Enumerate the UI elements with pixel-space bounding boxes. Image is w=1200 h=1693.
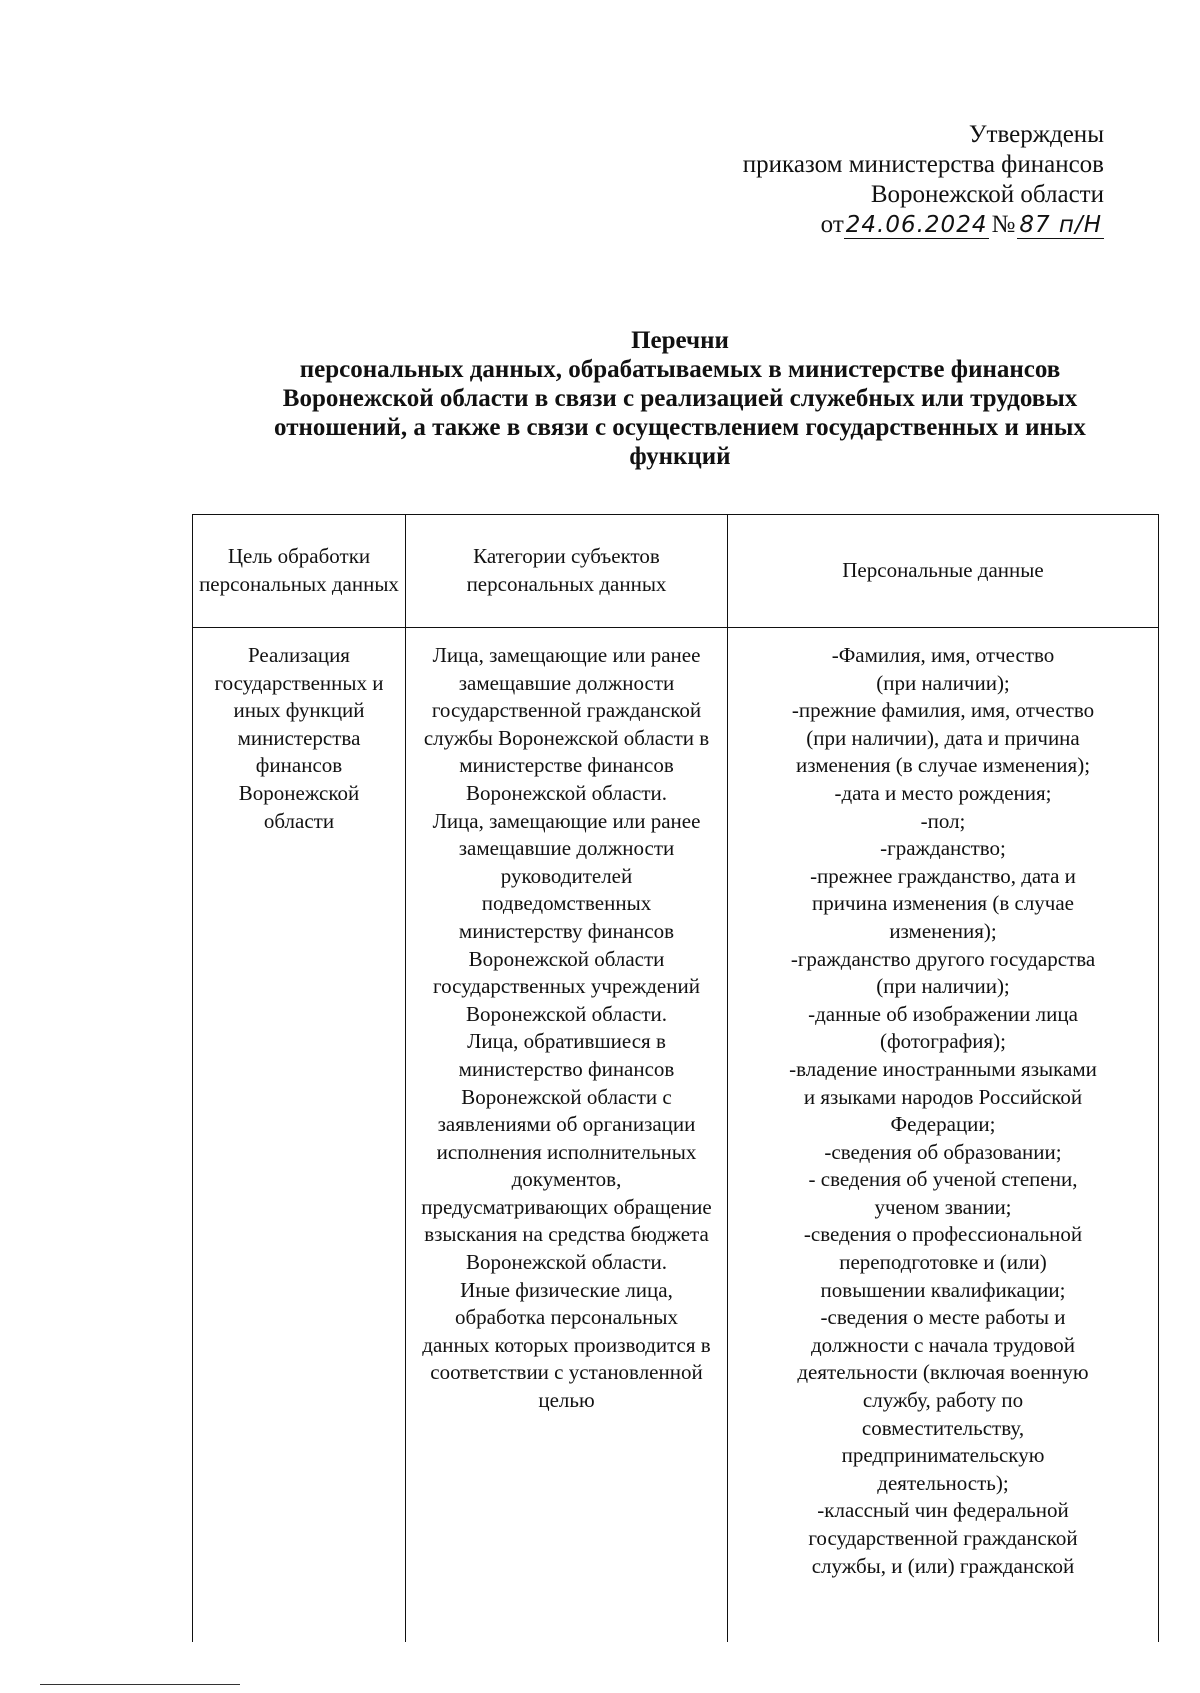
cell-line: исполнения исполнительных [436,1139,697,1164]
document-title [190,326,1170,471]
cell-line: взыскания на средства бюджета [424,1222,709,1247]
cell-line: -прежние фамилия, имя, отчество [791,698,1095,723]
cell-line: -гражданство другого государства [790,946,1096,971]
cell-line: министерству финансов [458,918,675,943]
cell-line: Федерации; [890,1112,996,1137]
cell-line: Воронежской области. [465,1250,668,1275]
table-row [193,628,1159,1643]
cell-line: государственной гражданской [431,698,702,723]
cell-line: Воронежской области [468,946,665,971]
title-subline: отношений, а также в связи с осуществлением государственных и иных [274,414,1086,441]
approval-heading: Утверждены [968,121,1104,148]
cell-line: Лица, обратившиеся в [467,1029,666,1054]
cell-line: документов, [511,1167,622,1192]
cell-line: данных которых производится в [422,1332,711,1357]
approval-date-number [544,210,1104,240]
cell-line: (фотография); [880,1029,1006,1054]
cell-line: причина изменения (в случае [811,891,1075,916]
header-personal-data: Персональные данные [728,515,1159,628]
cell-line: -гражданство; [880,836,1006,861]
title-subline: персональных данных, обрабатываемых в министерстве финансов [299,356,1061,383]
cell-line: службы, и (или) гражданской [811,1553,1075,1578]
cell-line: -классный чин федеральной [817,1498,1069,1523]
cell-line: -данные об изображении лица [808,1001,1078,1026]
table-header-row [193,515,1159,628]
cell-line: области [263,808,335,833]
cell-line: (при наличии); [876,670,1010,695]
cell-line: -владение иностранными языками [789,1056,1097,1081]
cell-personal-data [728,628,1159,1643]
date-prefix: от [820,211,844,238]
cell-line: замещавшие должности [458,836,675,861]
cell-categories [406,628,728,1643]
cell-line: -сведения о месте работы и [820,1305,1066,1330]
cell-line: изменения); [889,918,997,943]
cell-line: (при наличии); [876,974,1010,999]
personal-data-table [192,514,1159,1642]
cell-line: -сведения о профессиональной [803,1222,1083,1247]
cell-line: - сведения об ученой степени, [808,1167,1078,1192]
cell-line: изменения (в случае изменения); [795,753,1091,778]
cell-line: Воронежской [238,780,360,805]
cell-line: предусматривающих обращение [421,1194,712,1219]
cell-line: Воронежской области. [465,780,668,805]
header-categories: Категории субъектов персональных данных [406,515,728,628]
cell-purpose [193,628,406,1643]
cell-line: деятельность); [877,1470,1009,1495]
title-main: Перечни [631,327,729,354]
cell-line: целью [538,1388,595,1413]
footer-divider [40,1684,240,1685]
cell-line: -дата и место рождения; [834,780,1052,805]
cell-line: совместительству, [861,1415,1025,1440]
approval-region: Воронежской области [870,181,1104,208]
cell-line: службы Воронежской области в [423,725,710,750]
title-subline: функций [629,443,731,470]
cell-line: Воронежской области с [461,1084,672,1109]
cell-line: должности с начала трудовой [810,1332,1076,1357]
cell-line: повышении квалификации; [820,1277,1066,1302]
approval-order-issuer: приказом министерства финансов [742,151,1104,178]
cell-line: и языками народов Российской [803,1084,1083,1109]
handwritten-order-number: 87 п/Н [1019,212,1102,238]
cell-line: иных функций [233,698,365,723]
cell-line: -пол; [920,808,966,833]
cell-line: переподготовке и (или) [839,1250,1047,1275]
cell-line: -Фамилия, имя, отчество [831,643,1055,667]
title-subline: Воронежской области в связи с реализацией служебных или трудовых [282,385,1078,412]
cell-line: Реализация [248,643,350,667]
cell-line: Лица, замещающие или ранее [432,643,701,667]
cell-line: государственной гражданской [808,1526,1078,1550]
cell-line: замещавшие должности [458,670,675,695]
cell-line: обработка персональных [454,1305,679,1330]
cell-line: предпринимательскую [841,1443,1045,1468]
number-sign: № [991,211,1016,238]
cell-line: Воронежской области. [465,1001,668,1026]
cell-line: финансов [255,753,343,778]
handwritten-date: 24.06.2024 [845,212,988,238]
cell-line: руководителей [500,863,633,888]
cell-line: деятельности (включая военную [797,1360,1089,1385]
cell-line: -прежнее гражданство, дата и [810,863,1076,888]
cell-line: государственных и [214,670,384,695]
cell-line: соответствии с установленной [430,1360,703,1385]
cell-line: министерстве финансов [459,753,674,778]
cell-line: -сведения об образовании; [824,1139,1062,1164]
approval-stamp [544,120,1104,240]
cell-line: Иные физические лица, [460,1277,673,1302]
cell-line: министерство финансов [458,1056,675,1081]
cell-line: (при наличии), дата и причина [806,725,1080,750]
cell-line: Лица, замещающие или ранее [432,808,701,833]
cell-line: подведомственных [481,891,652,916]
header-purpose: Цель обработки персональных данных [193,515,406,628]
cell-line: государственных учреждений [433,974,700,999]
cell-line: ученом звании; [874,1194,1012,1219]
cell-line: заявлениями об организации [437,1112,696,1137]
cell-line: службу, работу по [862,1388,1024,1413]
cell-line: министерства [237,725,361,750]
